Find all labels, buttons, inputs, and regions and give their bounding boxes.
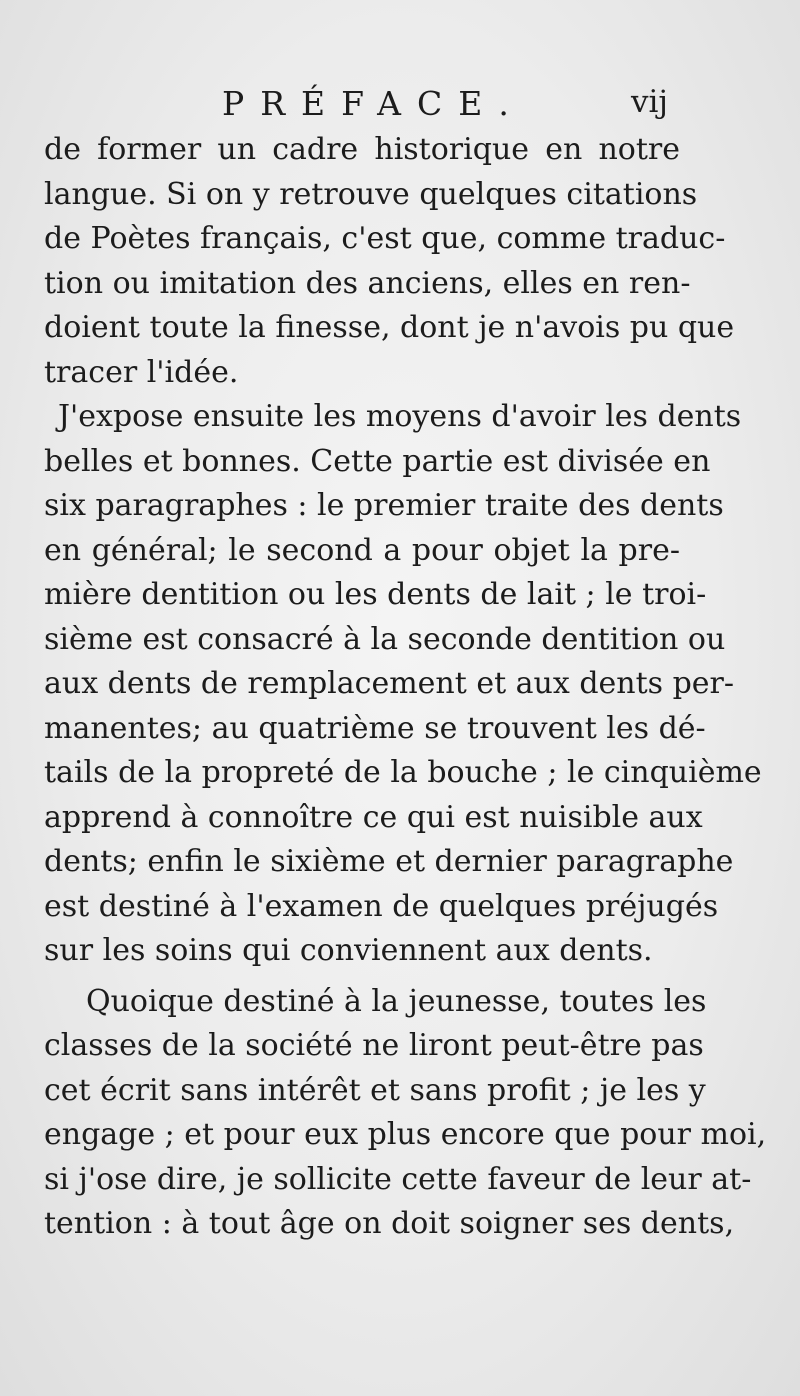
text-line-14: manentes; au quatrième se trouvent les dé- — [44, 710, 706, 746]
text-line-20: Quoique destiné à la jeunesse, toutes les — [86, 983, 707, 1019]
text-line-1: de former un cadre historique en notre — [44, 132, 680, 167]
page-header — [0, 80, 800, 130]
text-line-24: si j'ose dire, je sollicite cette faveur de leur at- — [44, 1161, 752, 1197]
text-body — [44, 128, 767, 1247]
text-line-19: sur les soins qui conviennent aux dents. — [44, 933, 653, 968]
text-line-5: doient toute la finesse, dont je n'avois pu que — [44, 310, 735, 345]
running-title: PRÉFACE. — [222, 84, 525, 123]
text-line-11: mière dentition ou les dents de lait ; le troi- — [44, 577, 707, 612]
text-line-16: apprend à connoître ce qui est nuisible aux — [44, 799, 703, 835]
text-line-23: engage ; et pour eux plus encore que pour moi, — [44, 1117, 767, 1152]
text-line-15: tails de la propreté de la bouche ; le cinquième — [44, 755, 762, 790]
text-line-25: tention : à tout âge on doit soigner ses dents, — [44, 1206, 735, 1241]
text-line-4: tion ou imitation des anciens, elles en ren- — [44, 265, 691, 301]
text-line-22: cet écrit sans intérêt et sans profit ; je les y — [44, 1072, 706, 1108]
text-line-6: tracer l'idée. — [44, 354, 239, 390]
text-line-21: classes de la société ne liront peut-être pas — [44, 1028, 704, 1063]
text-line-8: belles et bonnes. Cette partie est divisée en — [44, 443, 711, 479]
text-line-13: aux dents de remplacement et aux dents per- — [44, 666, 735, 701]
text-line-2: langue. Si on y retrouve quelques citations — [44, 176, 698, 212]
text-line-18: est destiné à l'examen de quelques préjugés — [44, 888, 719, 924]
text-line-17: dents; enfin le sixième et dernier paragraphe — [44, 844, 734, 879]
text-line-3: de Poètes français, c'est que, comme traduc- — [44, 221, 726, 256]
text-line-9: six paragraphes : le premier traite des dents — [44, 488, 724, 523]
text-line-10: en général; le second a pour objet la pre- — [44, 532, 680, 568]
text-line-12: sième est consacré à la seconde dentition ou — [44, 621, 726, 657]
text-line-7: J'expose ensuite les moyens d'avoir les dents — [58, 399, 742, 434]
page-number: vij — [631, 84, 669, 120]
